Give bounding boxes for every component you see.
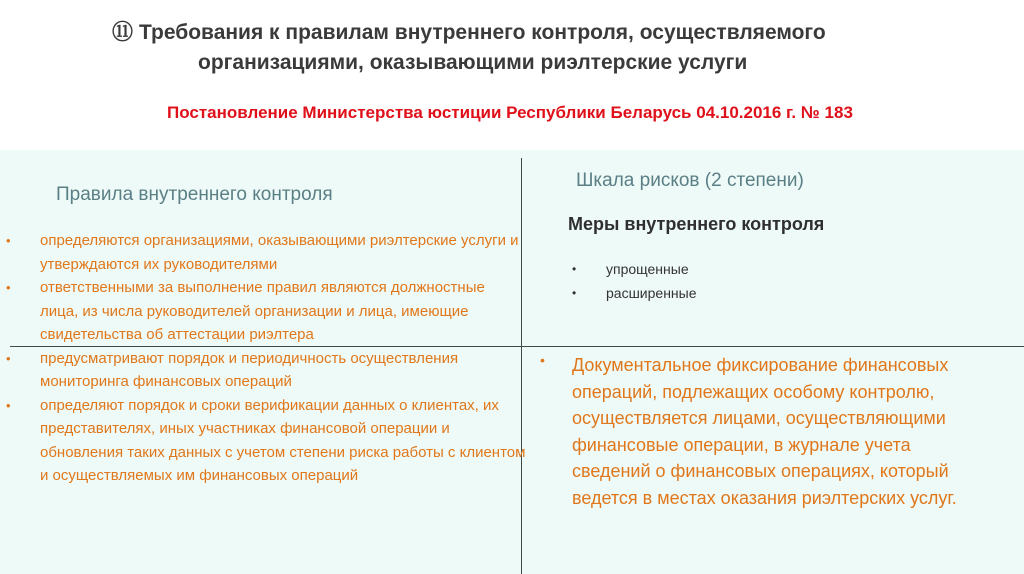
documentation-item — [540, 352, 960, 511]
list-item — [6, 347, 526, 394]
documentation-text: Документальное фиксирование финансовых операций, подлежащих особому контролю, осуществляется лицами, осуществляющими финансовые операции, в журнале учета сведений о финансовых операциях, который ведется в местах оказания риэлтерских услуг. — [572, 355, 957, 508]
title-line-1 — [90, 18, 950, 48]
slide-title — [90, 18, 950, 78]
bullet-icon: • — [6, 350, 11, 366]
measure-text: расширенные — [606, 285, 697, 301]
risk-scale-heading: Шкала рисков (2 степени) — [576, 170, 804, 191]
bullet-icon: • — [572, 262, 577, 276]
bullet-icon: • — [6, 233, 11, 248]
rules-list — [6, 229, 526, 488]
list-item — [6, 229, 526, 276]
list-item — [6, 394, 526, 488]
rules-heading: Правила внутреннего контроля — [56, 184, 333, 205]
measures-list — [572, 257, 697, 305]
rule-text: определяют порядок и сроки верификации данных о клиентах, их представителях, иных участниках финансовой операции и обновления таких данных с учетом степени риска работы с клиентом и осуществляемых им финансовых операций — [40, 396, 526, 484]
measures-heading: Меры внутреннего контроля — [568, 214, 825, 234]
list-item — [572, 281, 697, 305]
title-text-1: Требования к правилам внутреннего контроля, осуществляемого — [139, 21, 826, 44]
bullet-icon: • — [6, 280, 11, 295]
measure-text: упрощенные — [606, 261, 689, 277]
rule-text: определяются организациями, оказывающими риэлтерские услуги и утверждаются их руководителями — [40, 232, 519, 273]
list-item — [6, 276, 526, 347]
title-number-badge: ⑪ — [112, 21, 133, 44]
list-item — [572, 257, 697, 281]
bullet-icon: • — [572, 286, 577, 300]
title-line-2: организациями, оказывающими риэлтерские услуги — [198, 51, 748, 74]
bullet-icon: • — [6, 397, 11, 413]
decree-reference: Постановление Министерства юстиции Республики Беларусь 04.10.2016 г. № 183 — [167, 103, 853, 122]
rule-text: ответственными за выполнение правил являются должностные лица, из числа руководителей организации и лица, имеющие свидетельства об аттестации риэлтера — [40, 279, 485, 343]
bullet-icon: • — [540, 352, 545, 368]
rule-text: предусматривают порядок и периодичность осуществления мониторинга финансовых операций — [40, 349, 459, 390]
